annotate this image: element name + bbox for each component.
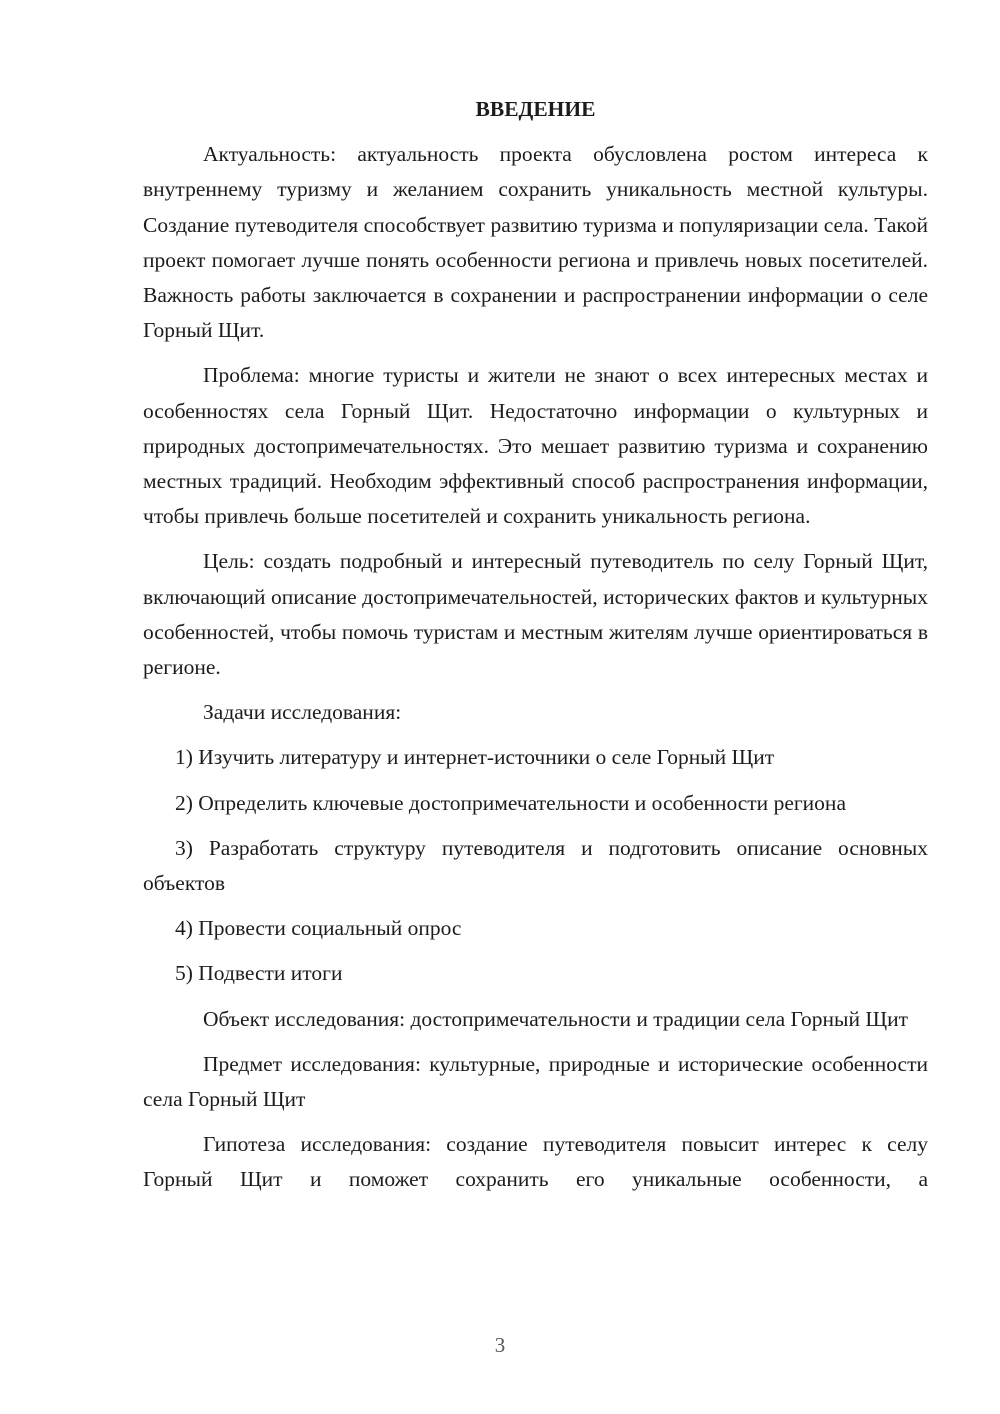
subject-paragraph: Предмет исследования: культурные, природные и исторические особенности села Горный Щит (143, 1051, 928, 1112)
task-item: 5) Подвести итоги (175, 961, 343, 986)
page-number: 3 (494, 1333, 506, 1357)
relevance-paragraph: Актуальность: актуальность проекта обусловлена ростом интереса к внутреннему туризму и желанием сохранить уникальность местной культуры. Создание путеводителя способствует развитию туризма и популяризации села. Такой проект помогает лучше понять особенности региона и привлечь новых посетителей. Важность работы заключается в сохранении и распространении информации о селе Горный Щит. (143, 142, 928, 343)
task-item: 3) Разработать структуру путеводителя и подготовить описание основных объектов (143, 835, 928, 896)
tasks-heading: Задачи исследования: (203, 700, 402, 725)
problem-paragraph: Проблема: многие туристы и жители не знают о всех интересных местах и особенностях села Горный Щит. Недостаточно информации о культурных и природных достопримечательностях. Это мешает развитию туризма и сохранению местных традиций. Необходим эффективный способ распространения информации, чтобы привлечь больше посетителей и сохранить уникальность региона. (143, 363, 928, 529)
object-paragraph: Объект исследования: достопримечательности и традиции села Горный Щит (203, 1006, 908, 1031)
task-item: 1) Изучить литературу и интернет-источники о селе Горный Щит (175, 745, 775, 770)
document-page (143, 92, 928, 1208)
goal-paragraph: Цель: создать подробный и интересный путеводитель по селу Горный Щит, включающий описание достопримечательностей, исторических фактов и культурных особенностей, чтобы помочь туристам и местным жителям лучше ориентироваться в регионе. (143, 549, 928, 680)
task-item: 4) Провести социальный опрос (175, 916, 462, 941)
hypothesis-paragraph: Гипотеза исследования: создание путеводителя повысит интерес к селу Горный Щит и поможет сохранить его уникальные особенности, а (143, 1132, 928, 1192)
section-title: ВВЕДЕНИЕ (475, 97, 596, 121)
task-item: 2) Определить ключевые достопримечательности и особенности региона (175, 790, 846, 815)
